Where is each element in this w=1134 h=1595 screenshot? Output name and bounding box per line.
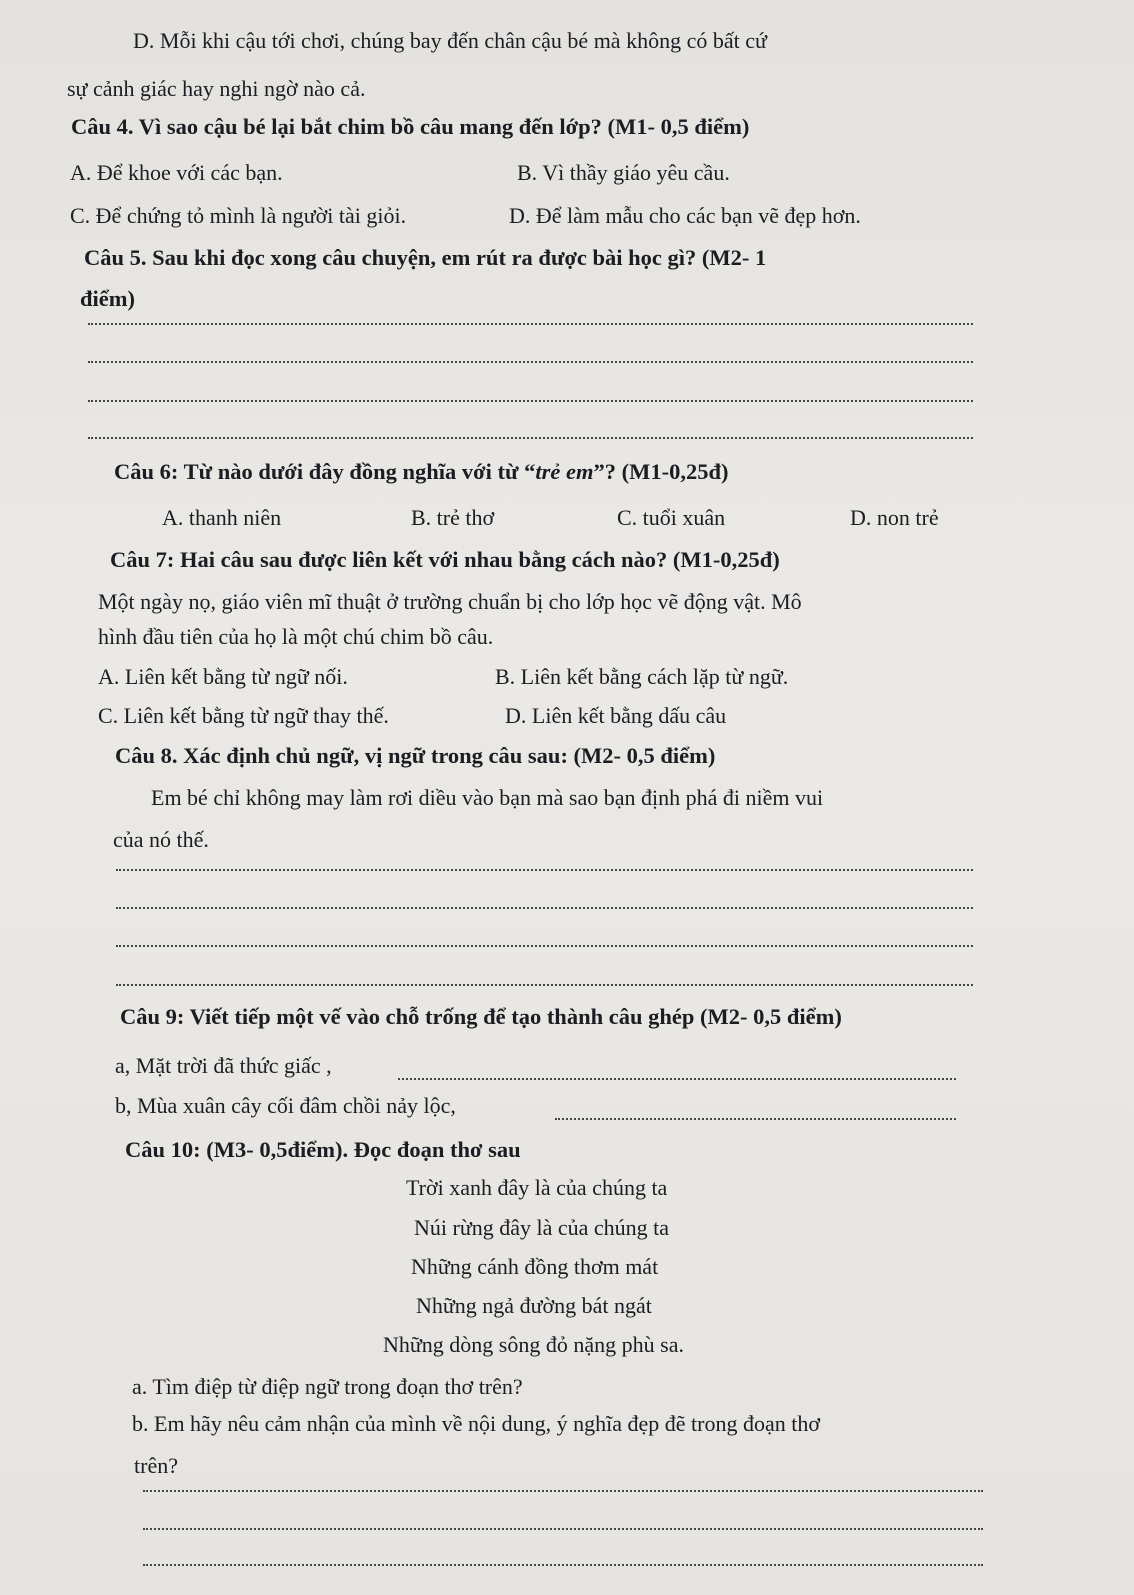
q7-passage-line1: Một ngày nọ, giáo viên mĩ thuật ở trường chuẩn bị cho lớp học vẽ động vật. Mô: [98, 589, 802, 614]
poem-line: Trời xanh đây là của chúng ta: [406, 1175, 668, 1200]
q10-title: Câu 10: (M3- 0,5điểm). Đọc đoạn thơ sau: [125, 1137, 521, 1162]
q6-title: [114, 458, 728, 486]
q6-title-word: trẻ em: [535, 459, 594, 484]
q3-option-d-line2: sự cảnh giác hay nghi ngờ nào cả.: [67, 76, 366, 101]
q4-option-d: D. Để làm mẫu cho các bạn vẽ đẹp hơn.: [509, 203, 861, 228]
answer-line[interactable]: [116, 907, 973, 909]
poem-line: Những dòng sông đỏ nặng phù sa.: [383, 1332, 684, 1357]
q9-title: Câu 9: Viết tiếp một vế vào chỗ trống để tạo thành câu ghép (M2- 0,5 điểm): [120, 1004, 842, 1029]
answer-line[interactable]: [143, 1490, 983, 1492]
q4-option-a: A. Để khoe với các bạn.: [70, 160, 283, 185]
q9-part-a: a, Mặt trời đã thức giấc ,: [115, 1053, 332, 1078]
q10-part-a: a. Tìm điệp từ điệp ngữ trong đoạn thơ trên?: [132, 1374, 523, 1399]
q6-option-b: B. trẻ thơ: [411, 505, 495, 530]
answer-line[interactable]: [88, 437, 973, 439]
q8-sentence-line1: Em bé chỉ không may làm rơi diều vào bạn mà sao bạn định phá đi niềm vui: [151, 785, 824, 810]
answer-line[interactable]: [116, 984, 973, 986]
q6-option-a: A. thanh niên: [162, 505, 282, 530]
q4-option-c: C. Để chứng tỏ mình là người tài giỏi.: [70, 203, 407, 228]
q6-title-post: ”? (M1-0,25đ): [593, 459, 729, 484]
q10-part-b-line1: b. Em hãy nêu cảm nhận của mình về nội dung, ý nghĩa đẹp đẽ trong đoạn thơ: [132, 1411, 820, 1436]
q8-title: Câu 8. Xác định chủ ngữ, vị ngữ trong câu sau: (M2- 0,5 điểm): [115, 743, 716, 768]
q7-option-b: B. Liên kết bằng cách lặp từ ngữ.: [495, 664, 789, 689]
q6-option-c: C. tuổi xuân: [617, 505, 726, 530]
q5-title-line1: Câu 5. Sau khi đọc xong câu chuyện, em rút ra được bài học gì? (M2- 1: [84, 245, 767, 270]
answer-line[interactable]: [88, 323, 973, 325]
q5-title-line2: điểm): [80, 286, 135, 311]
answer-line[interactable]: [116, 945, 973, 947]
q3-option-d-line1: D. Mỗi khi cậu tới chơi, chúng bay đến chân cậu bé mà không có bất cứ: [133, 28, 767, 53]
q7-option-c: C. Liên kết bằng từ ngữ thay thế.: [98, 703, 389, 728]
answer-line[interactable]: [143, 1528, 983, 1530]
q9-part-b-answer-line[interactable]: [555, 1118, 956, 1120]
q7-option-a: A. Liên kết bằng từ ngữ nối.: [98, 664, 348, 689]
q10-part-b-line2: trên?: [134, 1453, 178, 1478]
poem-line: Núi rừng đây là của chúng ta: [414, 1215, 670, 1240]
answer-line[interactable]: [143, 1564, 983, 1566]
q4-title: Câu 4. Vì sao cậu bé lại bắt chim bồ câu mang đến lớp? (M1- 0,5 điểm): [71, 114, 750, 139]
q7-title: Câu 7: Hai câu sau được liên kết với nhau bằng cách nào? (M1-0,25đ): [110, 547, 780, 572]
answer-line[interactable]: [116, 869, 973, 871]
q7-passage-line2: hình đầu tiên của họ là một chú chim bồ câu.: [98, 624, 494, 649]
q4-option-b: B. Vì thầy giáo yêu cầu.: [517, 160, 730, 185]
q6-title-pre: Câu 6: Từ nào dưới đây đồng nghĩa với từ “: [114, 459, 536, 484]
answer-line[interactable]: [88, 400, 973, 402]
q9-part-b: b, Mùa xuân cây cối đâm chồi nảy lộc,: [115, 1093, 456, 1118]
q6-option-d: D. non trẻ: [850, 505, 939, 530]
q8-sentence-line2: của nó thế.: [113, 827, 209, 852]
poem-line: Những ngả đường bát ngát: [416, 1293, 652, 1318]
poem-line: Những cánh đồng thơm mát: [411, 1254, 659, 1279]
answer-line[interactable]: [88, 361, 973, 363]
q7-option-d: D. Liên kết bằng dấu câu: [505, 703, 727, 728]
q9-part-a-answer-line[interactable]: [398, 1078, 956, 1080]
